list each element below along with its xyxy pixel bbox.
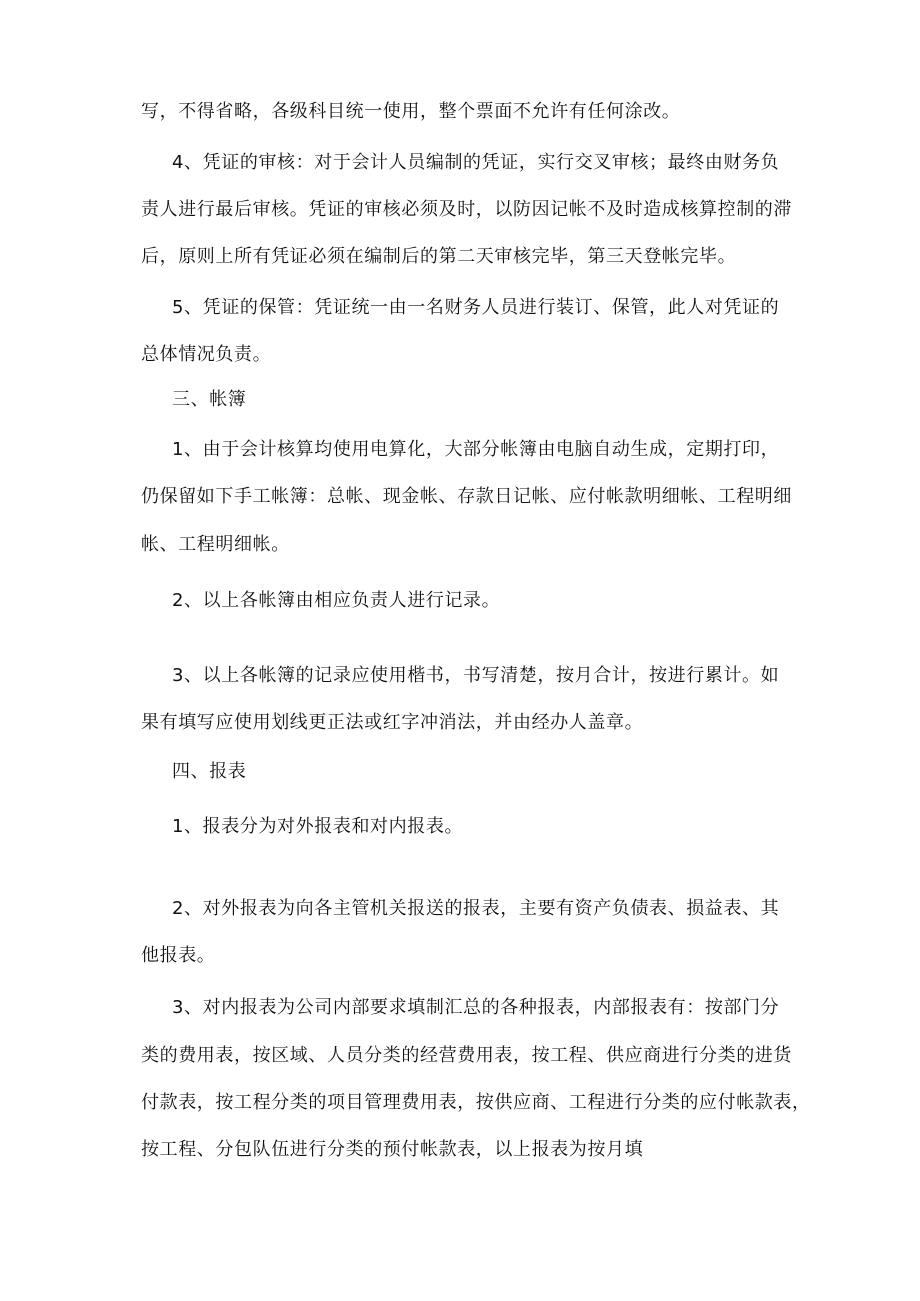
text-line: 4、凭证的审核：对于会计人员编制的凭证，实行交叉审核；最终由财务负 [172, 152, 780, 173]
section-heading: 三、帐簿 [172, 389, 247, 410]
text-line: 类的费用表，按区域、人员分类的经营费用表，按工程、供应商进行分类的进货 [141, 1045, 792, 1066]
text-line: 3、对内报表为公司内部要求填制汇总的各种报表，内部报表有：按部门分 [172, 997, 780, 1018]
text-line: 1、报表分为对外报表和对内报表。 [172, 816, 464, 837]
text-line: 3、以上各帐簿的记录应使用楷书，书写清楚，按月合计，按进行累计。如 [172, 665, 780, 686]
text-line: 责人进行最后审核。凭证的审核必须及时，以防因记帐不及时造成核算控制的滞 [141, 199, 792, 220]
text-line: 1、由于会计核算均使用电算化，大部分帐簿由电脑自动生成，定期打印， [172, 439, 780, 460]
text-line: 帐、工程明细帐。 [141, 534, 290, 555]
text-line: 2、对外报表为向各主管机关报送的报表，主要有资产负债表、损益表、其 [172, 898, 780, 919]
text-line: 总体情况负责。 [141, 344, 272, 365]
text-line: 5、凭证的保管：凭证统一由一名财务人员进行装订、保管，此人对凭证的 [172, 297, 780, 318]
text-line: 2、以上各帐簿由相应负责人进行记录。 [172, 590, 501, 611]
text-line: 他报表。 [141, 945, 216, 966]
text-line: 仍保留如下手工帐簿：总帐、现金帐、存款日记帐、应付帐款明细帐、工程明细 [141, 486, 792, 507]
text-line: 写，不得省略，各级科目统一使用，整个票面不允许有任何涂改。 [141, 101, 681, 122]
text-line: 按工程、分包队伍进行分类的预付帐款表，以上报表为按月填 [141, 1139, 644, 1160]
text-line: 果有填写应使用划线更正法或红字冲消法，并由经办人盖章。 [141, 712, 644, 733]
section-heading: 四、报表 [172, 761, 247, 782]
text-line: 付款表，按工程分类的项目管理费用表，按供应商、工程进行分类的应付帐款表， [141, 1092, 811, 1113]
text-line: 后，原则上所有凭证必须在编制后的第二天审核完毕，第三天登帐完毕。 [141, 246, 737, 267]
